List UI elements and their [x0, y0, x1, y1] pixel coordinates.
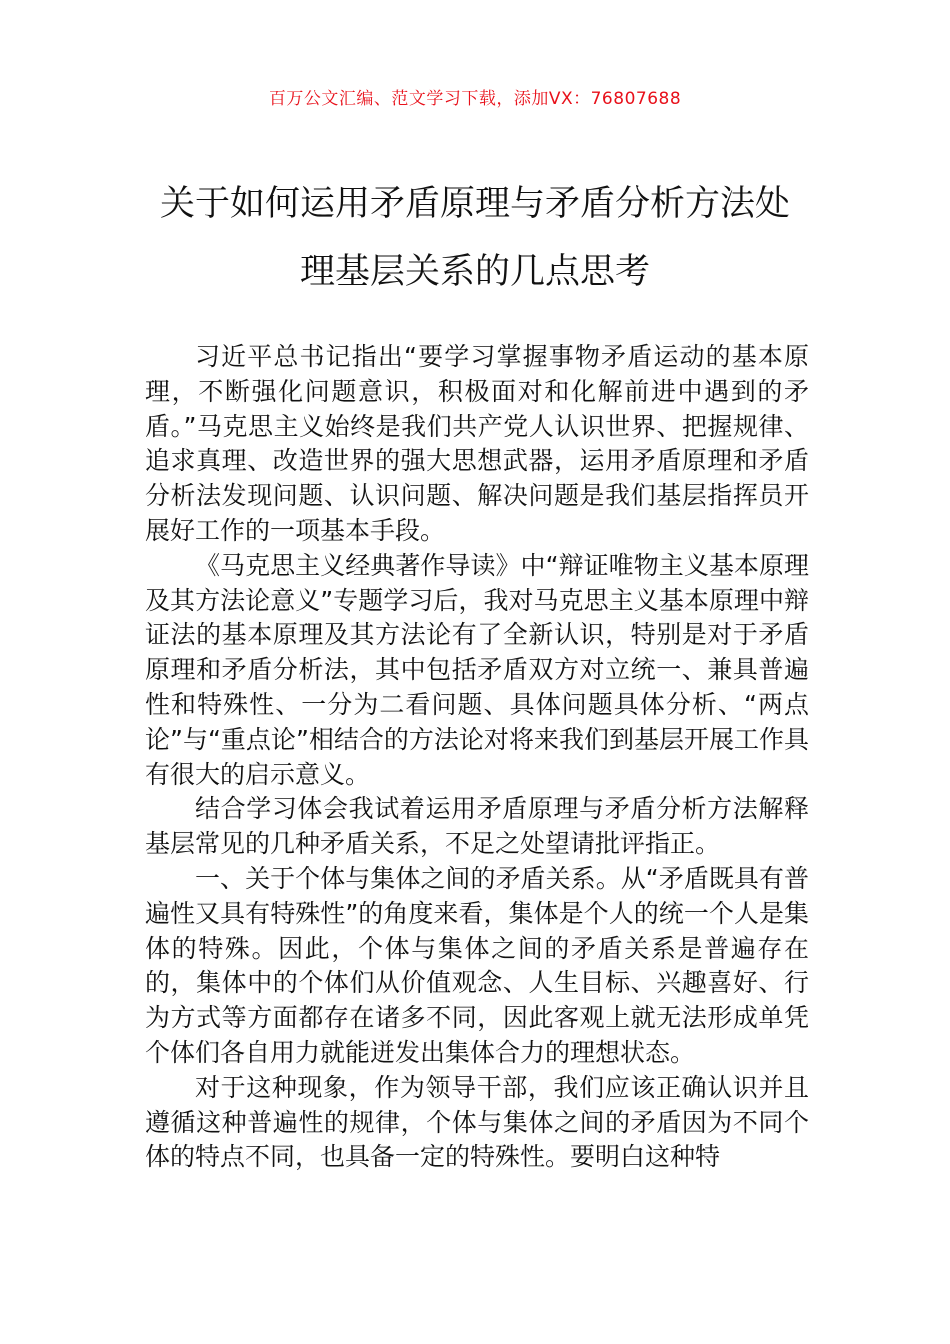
paragraph: 结合学习体会我试着运用矛盾原理与矛盾分析方法解释基层常见的几种矛盾关系，不足之处望请批评指正。	[145, 794, 809, 859]
paragraph: 一、关于个体与集体之间的矛盾关系。从“矛盾既具有普遍性又具有特殊性”的角度来看，集体是个人的统一个人是集体的特殊。因此，个体与集体之间的矛盾关系是普遍存在的，集体中的个体们从价值观念、人生目标、兴趣喜好、行为方式等方面都存在诸多不同，因此客观上就无法形成单凭个体们各自用力就能迸发出集体合力的理想状态。	[145, 863, 809, 1067]
title-line-2: 理基层关系的几点思考	[299, 252, 650, 292]
paragraph: 对于这种现象，作为领导干部，我们应该正确认识并且遵循这种普遍性的规律，个体与集体之间的矛盾因为不同个体的特点不同，也具备一定的特殊性。要明白这种特	[145, 1072, 809, 1172]
paragraph: 习近平总书记指出“要学习掌握事物矛盾运动的基本原理，不断强化问题意识，积极面对和化解前进中遇到的矛盾。”马克思主义始终是我们共产党人认识世界、把握规律、追求真理、改造世界的强大思想武器，运用矛盾原理和矛盾分析法发现问题、认识问题、解决问题是我们基层指挥员开展好工作的一项基本手段。	[145, 342, 809, 545]
title-line-1: 关于如何运用矛盾原理与矛盾分析方法处	[159, 184, 790, 224]
document-body	[145, 340, 809, 1175]
header-watermark-note: 百万公文汇编、范文学习下载，添加VX：76807688	[268, 89, 682, 109]
paragraph: 《马克思主义经典著作导读》中“辩证唯物主义基本原理及其方法论意义”专题学习后，我对马克思主义基本原理中辩证法的基本原理及其方法论有了全新认识，特别是对于矛盾原理和矛盾分析法，其中包括矛盾双方对立统一、兼具普遍性和特殊性、一分为二看问题、具体问题具体分析、“两点论”与“重点论”相结合的方法论对将来我们到基层开展工作具有很大的启示意义。	[145, 550, 809, 789]
page-title	[130, 170, 820, 306]
